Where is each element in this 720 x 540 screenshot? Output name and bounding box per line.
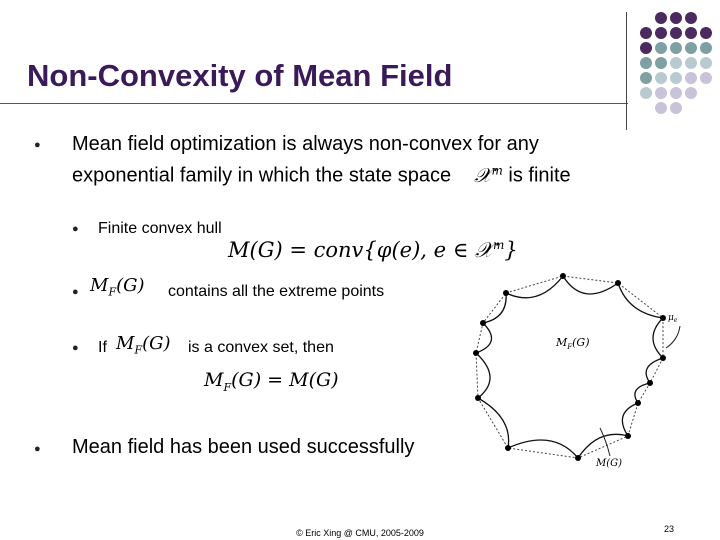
sub3-text: is a convex set, then [188,339,334,356]
decorative-dot [640,57,652,69]
mf-arg: (G) [116,275,145,296]
corner-divider [626,12,627,130]
formula-close: } [504,238,518,262]
inner-nonconvex-set [476,276,663,458]
decorative-dot [655,27,667,39]
decorative-dot [700,72,712,84]
decorative-dot [685,57,697,69]
decorative-dot [655,12,667,24]
decorative-dot [670,12,682,24]
outer-arrow [600,428,610,456]
decorative-dot [670,102,682,114]
footer-copyright: © Eric Xing @ CMU, 2005-2009 [296,528,424,538]
decorative-dot [640,27,652,39]
bullet2-text: Mean field has been used successfully [72,436,415,458]
decorative-dot [685,42,697,54]
decorative-dot [670,87,682,99]
decorative-dot [640,87,652,99]
bullet-marker: ● [34,139,41,151]
decorative-dot [655,42,667,54]
decorative-dot [670,72,682,84]
slide-title: Non-Convexity of Mean Field [27,58,453,93]
eq-rest: (G) = M(G) [231,369,339,391]
formula-lhs: M(G) = conv{ [228,238,377,262]
page-number: 23 [664,524,675,534]
decorative-dot [685,27,697,39]
decorative-dot [640,42,652,54]
formula-x: 𝒳 [474,238,494,262]
decorative-dot [655,87,667,99]
decorative-dot [685,72,697,84]
bullet1-line1: Mean field optimization is always non-convex for any [72,133,539,155]
eq-lhs: M [204,369,224,391]
outer-set-label: M(G) [596,458,623,469]
eq-sub: F [223,380,232,394]
inner-set-label: $M_F(G)$ [556,336,590,351]
mf-sub: F [134,343,143,357]
decorative-dot [685,12,697,24]
sub-bullet-marker: ● [72,286,79,298]
state-space-symbol [474,163,503,187]
state-space-sup: m [491,163,503,177]
title-divider [0,103,628,104]
formula-sup: m [493,238,505,252]
bullet-marker: ● [34,443,41,455]
decorative-dot [670,27,682,39]
mf-symbol [90,275,145,299]
extreme-points [473,273,666,461]
decorative-dot [670,42,682,54]
decorative-dot-grid [638,10,714,122]
decorative-dot [700,27,712,39]
decorative-dot [685,87,697,99]
outer-polytope [476,276,663,458]
decorative-dot [655,102,667,114]
mf-symbol [116,333,171,357]
decorative-dot [655,57,667,69]
formula-phi: φ(e), e ∈ [376,238,475,262]
mf-arg: (G) [142,333,171,354]
state-space-x: 𝒳 [474,162,492,187]
convex-hull-formula [228,238,518,263]
bullet1-line2-after: is finite [508,164,571,187]
decorative-dot [700,57,712,69]
sub1-text: Finite convex hull [98,220,222,237]
sub2-text: contains all the extreme points [168,283,385,300]
bullet1-line2 [72,158,571,188]
sub-bullet-marker: ● [72,342,79,354]
decorative-dot [640,72,652,84]
bullet1-line2-before: exponential family in which the state space [72,164,452,187]
mu-label: $\mu_e$ [668,313,678,324]
decorative-dot [700,42,712,54]
mf-sub: F [108,285,117,299]
mean-field-nonconvex-figure [468,268,693,478]
sub-bullet-marker: ● [72,223,79,235]
mf-m: M [116,333,135,354]
mu-arrow [666,326,680,348]
decorative-dot [670,57,682,69]
mf-m: M [90,275,109,296]
decorative-dot [655,72,667,84]
sub3-prefix: If [98,339,107,356]
equality-formula [204,369,339,394]
